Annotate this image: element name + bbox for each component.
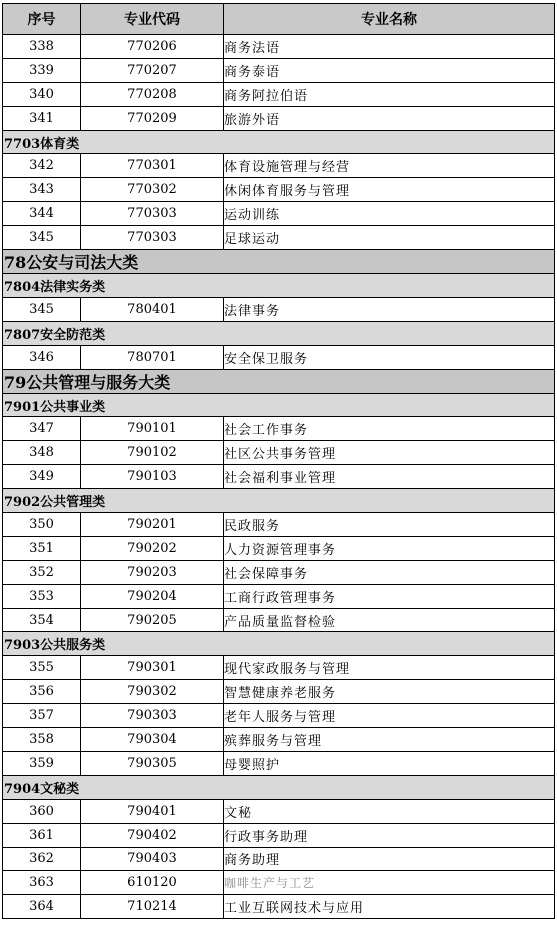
category-row [3, 321, 555, 345]
major-class-heading: 78公安与司法大类 [3, 250, 555, 274]
serial-number-cell: 357 [3, 704, 81, 728]
table-row [3, 202, 555, 226]
major-name-cell: 工商行政管理事务 [224, 584, 555, 608]
table-row [3, 297, 555, 321]
category-row [3, 632, 555, 656]
serial-number-cell: 344 [3, 202, 81, 226]
major-name-cell: 休闲体育服务与管理 [224, 178, 555, 202]
serial-number-cell: 345 [3, 226, 81, 250]
major-name-cell: 足球运动 [224, 226, 555, 250]
table-row [3, 35, 555, 59]
serial-number-cell: 354 [3, 608, 81, 632]
major-code-cell: 770209 [81, 106, 224, 130]
major-code-cell: 790103 [81, 465, 224, 489]
category-heading: 7703体育类 [3, 130, 555, 154]
major-name-cell: 工业互联网技术与应用 [224, 895, 555, 919]
major-name-cell: 人力资源管理事务 [224, 536, 555, 560]
major-name-cell: 商务法语 [224, 35, 555, 59]
table-row [3, 560, 555, 584]
table-row [3, 58, 555, 82]
major-code-cell: 790203 [81, 560, 224, 584]
major-code-cell: 780701 [81, 345, 224, 369]
major-code-cell: 790303 [81, 704, 224, 728]
serial-number-cell: 352 [3, 560, 81, 584]
category-row [3, 130, 555, 154]
major-code-cell: 790204 [81, 584, 224, 608]
serial-number-cell: 349 [3, 465, 81, 489]
major-name-cell: 社会工作事务 [224, 417, 555, 441]
major-code-cell: 770303 [81, 226, 224, 250]
serial-number-cell: 343 [3, 178, 81, 202]
major-code-cell: 790301 [81, 656, 224, 680]
major-name-cell: 安全保卫服务 [224, 345, 555, 369]
major-code-cell: 790302 [81, 680, 224, 704]
major-code-cell: 790205 [81, 608, 224, 632]
table-row [3, 465, 555, 489]
serial-number-cell: 341 [3, 106, 81, 130]
major-code-cell: 780401 [81, 297, 224, 321]
major-name-cell: 老年人服务与管理 [224, 704, 555, 728]
major-code-cell: 770208 [81, 82, 224, 106]
major-code-cell: 790402 [81, 823, 224, 847]
major-code-cell: 770207 [81, 58, 224, 82]
header-major-code: 专业代码 [81, 4, 224, 35]
serial-number-cell: 342 [3, 154, 81, 178]
major-name-cell: 社会福利事业管理 [224, 465, 555, 489]
major-name-cell: 商务泰语 [224, 58, 555, 82]
table-row [3, 513, 555, 537]
serial-number-cell: 350 [3, 513, 81, 537]
major-class-row [3, 369, 555, 393]
header-major-name: 专业名称 [224, 4, 555, 35]
table-row [3, 178, 555, 202]
major-name-cell: 社区公共事务管理 [224, 441, 555, 465]
serial-number-cell: 346 [3, 345, 81, 369]
serial-number-cell: 340 [3, 82, 81, 106]
table-row [3, 417, 555, 441]
table-row [3, 823, 555, 847]
major-name-cell: 运动训练 [224, 202, 555, 226]
category-heading: 7903公共服务类 [3, 632, 555, 656]
serial-number-cell: 345 [3, 297, 81, 321]
major-class-row [3, 250, 555, 274]
major-name-cell: 民政服务 [224, 513, 555, 537]
table-row [3, 226, 555, 250]
table-row [3, 345, 555, 369]
major-code-cell: 790305 [81, 751, 224, 775]
serial-number-cell: 361 [3, 823, 81, 847]
major-name-cell: 行政事务助理 [224, 823, 555, 847]
major-code-cell: 770302 [81, 178, 224, 202]
major-code-cell: 770303 [81, 202, 224, 226]
major-name-cell: 现代家政服务与管理 [224, 656, 555, 680]
serial-number-cell: 360 [3, 799, 81, 823]
table-header [3, 4, 555, 35]
table-row [3, 536, 555, 560]
major-name-cell: 殡葬服务与管理 [224, 728, 555, 752]
header-row [3, 4, 555, 35]
table-row [3, 847, 555, 871]
table-row [3, 751, 555, 775]
major-name-cell: 母婴照护 [224, 751, 555, 775]
major-code-cell: 790401 [81, 799, 224, 823]
table-row [3, 799, 555, 823]
serial-number-cell: 356 [3, 680, 81, 704]
major-catalog-table [2, 3, 555, 919]
serial-number-cell: 347 [3, 417, 81, 441]
header-serial-number: 序号 [3, 4, 81, 35]
major-code-cell: 610120 [81, 871, 224, 895]
serial-number-cell: 359 [3, 751, 81, 775]
serial-number-cell: 351 [3, 536, 81, 560]
major-code-cell: 770206 [81, 35, 224, 59]
major-name-cell: 商务助理 [224, 847, 555, 871]
serial-number-cell: 338 [3, 35, 81, 59]
major-name-cell: 咖啡生产与工艺 [224, 871, 555, 895]
table-row [3, 680, 555, 704]
table-row [3, 441, 555, 465]
table-row [3, 728, 555, 752]
major-code-cell: 790102 [81, 441, 224, 465]
table-row [3, 871, 555, 895]
major-code-cell: 790201 [81, 513, 224, 537]
table-row [3, 82, 555, 106]
table-body [3, 35, 555, 919]
serial-number-cell: 348 [3, 441, 81, 465]
category-row [3, 489, 555, 513]
major-name-cell: 法律事务 [224, 297, 555, 321]
major-code-cell: 790202 [81, 536, 224, 560]
major-code-cell: 790403 [81, 847, 224, 871]
category-heading: 7904文秘类 [3, 775, 555, 799]
major-name-cell: 旅游外语 [224, 106, 555, 130]
major-name-cell: 体育设施管理与经营 [224, 154, 555, 178]
category-heading: 7902公共管理类 [3, 489, 555, 513]
major-name-cell: 商务阿拉伯语 [224, 82, 555, 106]
major-class-heading: 79公共管理与服务大类 [3, 369, 555, 393]
serial-number-cell: 358 [3, 728, 81, 752]
major-code-cell: 770301 [81, 154, 224, 178]
major-name-cell: 文秘 [224, 799, 555, 823]
major-name-cell: 智慧健康养老服务 [224, 680, 555, 704]
category-row [3, 775, 555, 799]
category-heading: 7804法律实务类 [3, 274, 555, 298]
major-name-cell: 社会保障事务 [224, 560, 555, 584]
category-row [3, 393, 555, 417]
major-name-cell: 产品质量监督检验 [224, 608, 555, 632]
serial-number-cell: 364 [3, 895, 81, 919]
serial-number-cell: 355 [3, 656, 81, 680]
serial-number-cell: 339 [3, 58, 81, 82]
table-row [3, 895, 555, 919]
serial-number-cell: 353 [3, 584, 81, 608]
table-row [3, 154, 555, 178]
major-code-cell: 790101 [81, 417, 224, 441]
major-code-cell: 710214 [81, 895, 224, 919]
category-heading: 7807安全防范类 [3, 321, 555, 345]
category-row [3, 274, 555, 298]
table-row [3, 704, 555, 728]
category-heading: 7901公共事业类 [3, 393, 555, 417]
serial-number-cell: 363 [3, 871, 81, 895]
table-row [3, 584, 555, 608]
serial-number-cell: 362 [3, 847, 81, 871]
table-row [3, 656, 555, 680]
table-row [3, 608, 555, 632]
table-row [3, 106, 555, 130]
major-code-cell: 790304 [81, 728, 224, 752]
